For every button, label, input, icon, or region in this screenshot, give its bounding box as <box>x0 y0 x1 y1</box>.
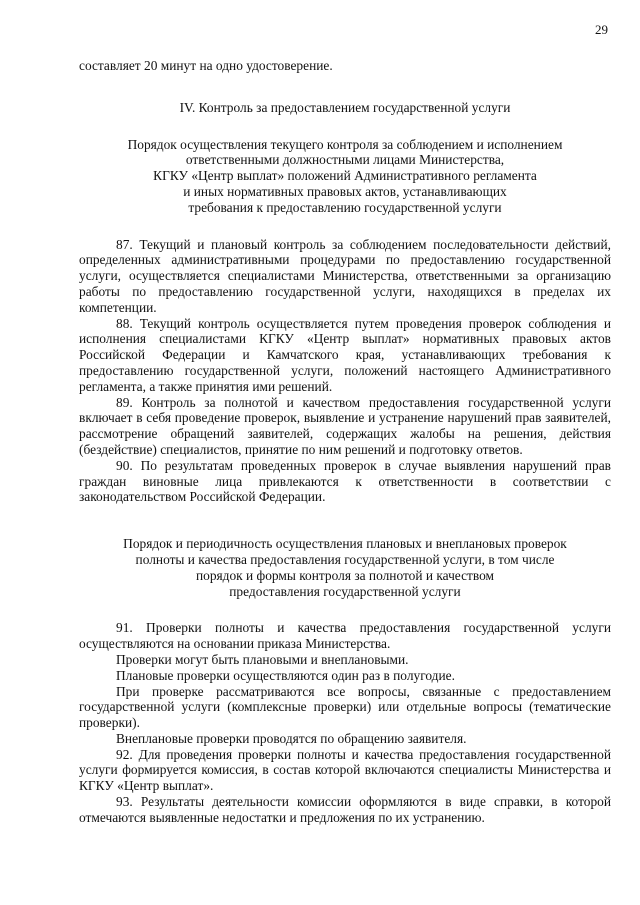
subsection-1-line: КГКУ «Центр выплат» положений Административного регламента <box>153 168 537 184</box>
subsection-heading-2 <box>79 536 611 599</box>
paragraph-planned-frequency: Плановые проверки осуществляются один раз в полугодие. <box>116 667 455 683</box>
paragraph-unplanned: Внеплановые проверки проводятся по обращению заявителя. <box>116 730 467 746</box>
subsection-1-line: ответственными должностными лицами Министерства, <box>185 152 505 168</box>
paragraph-check-scope: При проверке рассматриваются все вопросы, связанные с предоставлением государственной услуги (комплексные проверки) или отдельные вопросы (тематические проверки). <box>79 683 611 731</box>
subsection-1-line: Порядок осуществления текущего контроля за соблюдением и исполнением <box>127 136 563 152</box>
subsection-2-line: порядок и формы контроля за полнотой и качеством <box>195 567 495 583</box>
paragraph-89: 89. Контроль за полнотой и качеством предоставления государственной услуги включает в себя проведение проверок, выявление и устранение нарушений прав заявителей, рассмотрение обращений заявителей, содержащих жалобы на решения, действия (бездействие) специалистов, принятие по ним решений и подготовку ответов. <box>79 394 611 457</box>
subsection-2-line: полноты и качества предоставления государственной услуги, в том числе <box>135 551 555 567</box>
intro-line: составляет 20 минут на одно удостоверение. <box>79 58 333 73</box>
paragraph-93: 93. Результаты деятельности комиссии оформляются в виде справки, в которой отмечаются выявленные недостатки и предложения по их устранению. <box>79 794 611 825</box>
paragraph-90: 90. По результатам проведенных проверок в случае выявления нарушений прав граждан виновные лица привлекаются к ответственности в соответствии с законодательством Российской Федерации. <box>79 457 611 505</box>
section-heading: IV. Контроль за предоставлением государственной услуги <box>179 99 511 115</box>
subsection-2-line: Порядок и периодичность осуществления плановых и внеплановых проверок <box>123 536 567 552</box>
document-body <box>79 58 611 826</box>
subsection-heading-1 <box>79 137 611 216</box>
paragraph-92: 92. Для проведения проверки полноты и качества предоставления государственной услуги формируется комиссия, в состав которой включаются специалисты Министерства и КГКУ «Центр выплат». <box>79 746 611 794</box>
paragraph-91: 91. Проверки полноты и качества предоставления государственной услуги осуществляются на основании приказа Министерства. <box>79 620 611 652</box>
subsection-1-line: требования к предоставлению государственной услуги <box>188 199 502 215</box>
subsection-2-line: предоставления государственной услуги <box>229 583 461 599</box>
paragraph-plan-types: Проверки могут быть плановыми и внеплановыми. <box>116 651 409 667</box>
subsection-1-line: и иных нормативных правовых актов, устанавливающих <box>183 183 507 199</box>
paragraph-88: 88. Текущий контроль осуществляется путем проведения проверок соблюдения и исполнения специалистами КГКУ «Центр выплат» нормативных правовых актов Российской Федерации и Камчатского края, устанавливающих требования к предоставлению государственной услуги, положений настоящего Административного регламента, а также принятия ими решений. <box>79 315 611 394</box>
paragraph-87: 87. Текущий и плановый контроль за соблюдением последовательности действий, определенных административными процедурами по предоставлению государственной услуги, осуществляется специалистами Министерства, ответственными за организацию работы по предоставлению государственной услуги, находящихся в пределах их компетенции. <box>79 236 611 315</box>
page-number: 29 <box>595 22 608 37</box>
